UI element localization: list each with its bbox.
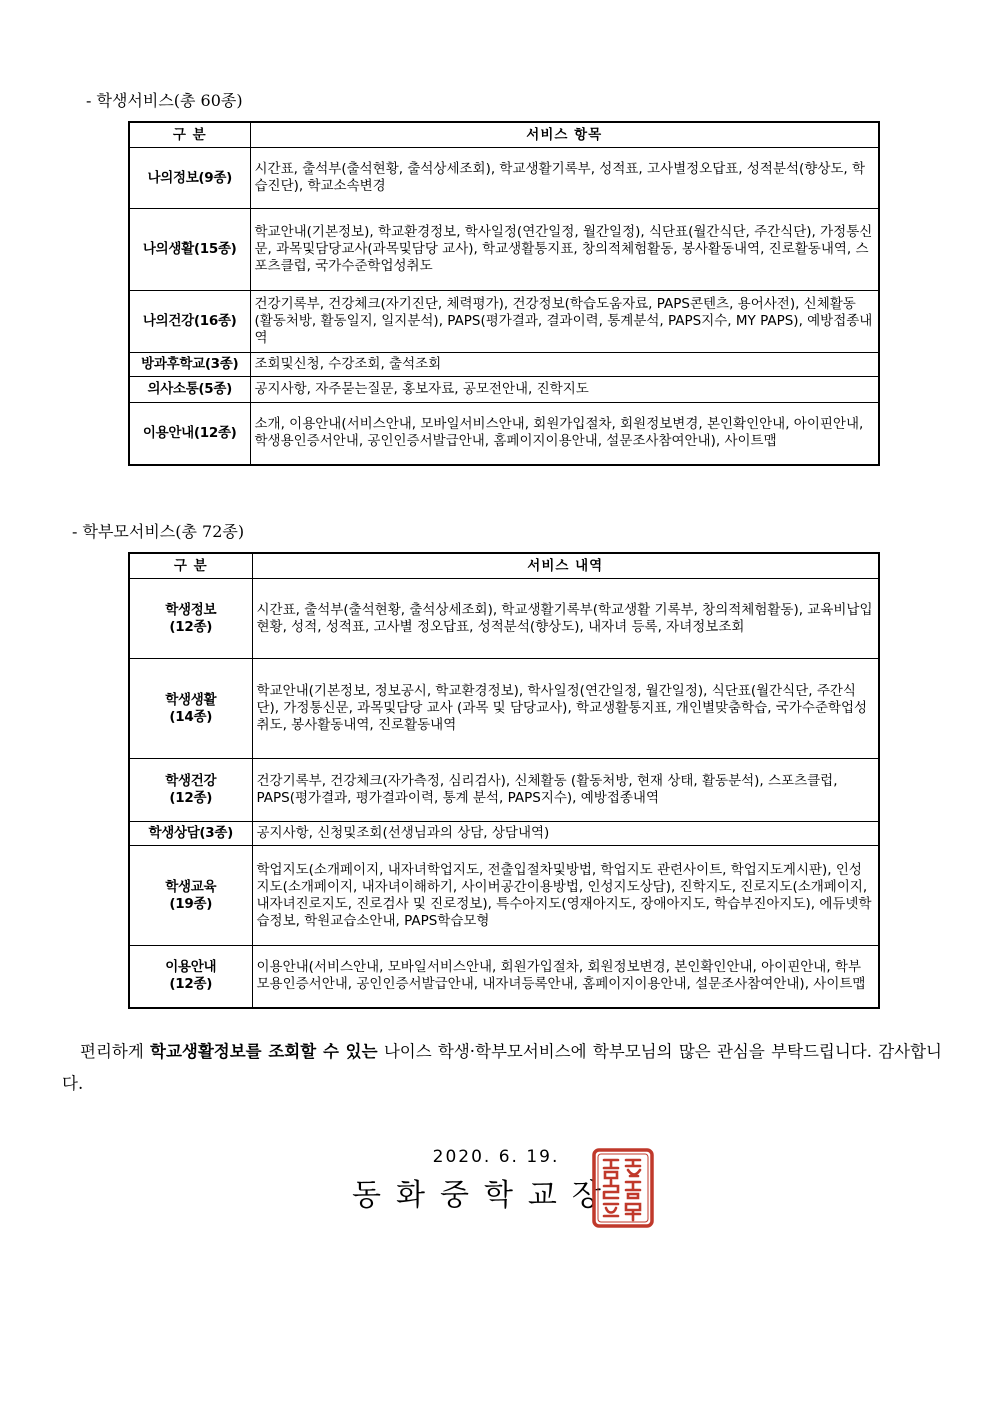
- closing-emphasis: 학교생활정보를 조회할 수 있는: [150, 1042, 378, 1061]
- table-row: [129, 846, 879, 946]
- header-category: 구 분: [129, 122, 250, 148]
- category-name: 학생건강: [165, 773, 217, 789]
- row-items: 학업지도(소개페이지, 내자녀학업지도, 전출입절차및방법, 학업지도 관련사이트, 학업지도게시판), 인성지도(소개페이지, 내자녀이해하기, 사이버공간이용방법, 인성지도상담), 진학지도, 진로지도(소개페이지, 내자녀진로지도, 진로검사 및 진로정보), 특수아지도(영재아지도, 장애아지도, 학습부진아지도), 에듀넷학습정보, 학원교습소안내, PAPS학습모형: [252, 846, 879, 946]
- table-header-row: [129, 122, 879, 148]
- row-category: [129, 579, 252, 659]
- category-count: (14종): [169, 708, 213, 725]
- closing-paragraph: [62, 1036, 942, 1100]
- row-items: 공지사항, 자주묻는질문, 홍보자료, 공모전안내, 진학지도: [250, 377, 879, 403]
- table-row: [129, 403, 879, 465]
- row-category: [129, 659, 252, 759]
- row-category: 나의건강(16종): [129, 291, 250, 353]
- table-row: [129, 291, 879, 353]
- table-row: [129, 353, 879, 377]
- row-category: 나의생활(15종): [129, 209, 250, 291]
- table-row: [129, 822, 879, 846]
- student-section-title: - 학생서비스(총 60종): [86, 91, 243, 110]
- document-date: 2020. 6. 19.: [432, 1147, 560, 1167]
- official-seal-icon: [592, 1148, 654, 1228]
- parent-section-title: - 학부모서비스(총 72종): [72, 522, 245, 541]
- table-row: [129, 209, 879, 291]
- row-items: 소개, 이용안내(서비스안내, 모바일서비스안내, 회원가입절차, 회원정보변경, 본인확인안내, 아이핀안내, 학생용인증서안내, 공인인증서발급안내, 홈페이지이용안내, 설문조사참여안내), 사이트맵: [250, 403, 879, 465]
- table-row: [129, 759, 879, 822]
- table-row: [129, 946, 879, 1008]
- category-name: 학생교육: [165, 878, 217, 895]
- row-category: [129, 946, 252, 1008]
- parent-service-table: [128, 552, 880, 1009]
- student-service-table: [128, 121, 880, 466]
- row-items: 건강기록부, 건강체크(자가측정, 심리검사), 신체활동 (활동처방, 현재 상태, 활동분석), 스포츠클럽, PAPS(평가결과, 평가결과이력, 통계 분석, PAPS지수), 예방접종내역: [252, 759, 879, 822]
- row-items: 이용안내(서비스안내, 모바일서비스안내, 회원가입절차, 회원정보변경, 본인확인안내, 아이핀안내, 학부모용인증서안내, 공인인증서발급안내, 내자녀등록안내, 홈페이지이용안내, 설문조사참여안내), 사이트맵: [252, 946, 879, 1008]
- header-items: 서비스 항목: [250, 122, 879, 148]
- table-row: [129, 377, 879, 403]
- closing-pre: 편리하게: [80, 1042, 151, 1061]
- row-category: 방과후학교(3종): [129, 353, 250, 377]
- category-count: (12종): [169, 618, 213, 635]
- category-count: (19종): [169, 895, 213, 912]
- table-row: [129, 148, 879, 209]
- table-header-row: [129, 553, 879, 579]
- row-category: 의사소통(5종): [129, 377, 250, 403]
- category-name: 학생생활: [165, 691, 217, 708]
- header-category: 구 분: [129, 553, 252, 579]
- category-name: 이용안내: [165, 959, 217, 976]
- row-items: 학교안내(기본정보), 학교환경정보, 학사일정(연간일정, 월간일정), 식단표(월간식단, 주간식단), 가정통신문, 과목및담당교사(과목및담당 교사), 학교생활통지표, 창의적체험활동, 봉사활동내역, 진로활동내역, 스포츠클럽, 국가수준학업성취도: [250, 209, 879, 291]
- row-items: 학교안내(기본정보, 정보공시, 학교환경정보), 학사일정(연간일정, 월간일정), 식단표(월간식단, 주간식단), 가정통신문, 과목및담당 교사 (과목 및 담당교사), 학교생활통지표, 개인별맞춤학습, 국가수준학업성취도, 봉사활동내역, 진로활동내역: [252, 659, 879, 759]
- category-count: (12종): [169, 976, 213, 993]
- row-items: 조회및신청, 수강조회, 출석조회: [250, 353, 879, 377]
- header-items: 서비스 내역: [252, 553, 879, 579]
- category-count: (12종): [169, 790, 213, 806]
- row-category: [129, 846, 252, 946]
- row-items: 공지사항, 신청및조회(선생님과의 상담, 상담내역): [252, 822, 879, 846]
- row-category: [129, 759, 252, 822]
- closing-post: 나이스 학생·학부모서비스에 학부모님의 많은 관심을 부탁드립니다. 감사합니다.: [62, 1042, 942, 1093]
- row-category: 나의정보(9종): [129, 148, 250, 209]
- table-row: [129, 579, 879, 659]
- row-items: 건강기록부, 건강체크(자기진단, 체력평가), 건강정보(학습도움자료, PAPS콘텐츠, 용어사전), 신체활동(활동처방, 활동일지, 일지분석), PAPS(평가결과, 결과이력, 통계분석, PAPS지수, MY PAPS), 예방접종내역: [250, 291, 879, 353]
- category-name: 학생정보: [165, 601, 217, 618]
- row-items: 시간표, 출석부(출석현황, 출석상세조회), 학교생활기록부, 성적표, 고사별정오답표, 성적분석(향상도, 학습진단), 학교소속변경: [250, 148, 879, 209]
- row-category: 이용안내(12종): [129, 403, 250, 465]
- row-category: 학생상담(3종): [129, 822, 252, 846]
- row-items: 시간표, 출석부(출석현황, 출석상세조회), 학교생활기록부(학교생활 기록부, 창의적체험활동), 교육비납입현황, 성적, 성적표, 고사별 정오답표, 성적분석(향상도), 내자녀 등록, 자녀정보조회: [252, 579, 879, 659]
- school-principal-name: 동화중학교장: [352, 1178, 616, 1213]
- table-row: [129, 659, 879, 759]
